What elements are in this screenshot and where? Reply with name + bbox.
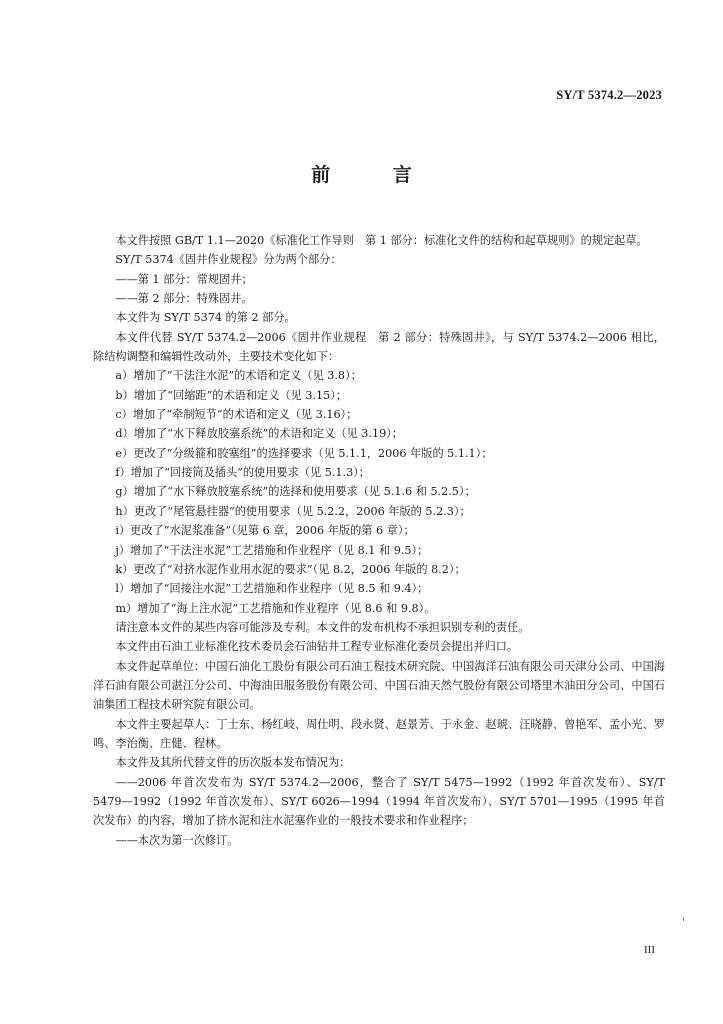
list-item: k）更改了“对挤水泥作业用水泥的要求”（见 8.2，2006 年版的 8.2）；	[115, 562, 466, 576]
paragraph: 本文件由石油工业标准化技术委员会石油钻井工程专业标准化委员会提出并归口。	[115, 640, 519, 654]
paragraph: 本文件按照 GB/T 1.1—2020《标准化工作导则 第 1 部分：标准化文件的结构和起草规则》的规定起草。	[115, 234, 648, 247]
paragraph: 本文件代替 SY/T 5374.2—2006《固井作业规程 第 2 部分：特殊固井》，与 SY/T 5374.2—2006 相比，除结构调整和编辑性改动外，主要技术变化如下：	[93, 330, 665, 364]
paragraph: 请注意本文件的某些内容可能涉及专利。本文件的发布机构不承担识别专利的责任。	[115, 620, 530, 634]
list-item: b）增加了“回缩距”的术语和定义（见 3.15）；	[115, 388, 348, 402]
list-item: g）增加了“水下释放胶塞系统”的选择和使用要求（见 5.1.6 和 5.2.5）；	[115, 485, 476, 499]
page-number: III	[644, 944, 655, 956]
page-title: 前 言	[311, 164, 440, 186]
paragraph: 本文件为 SY/T 5374 的第 2 部分。	[115, 311, 296, 325]
paragraph: ——2006 年首次发布为 SY/T 5374.2—2006，整合了 SY/T 5475—1992（1992 年首次发布）、SY/T 5479—1992（1992 年首次发布）、SY/T 6026—1994（1994 年首次发布）、SY/T 5701—1995（1995 年首次发布）的内容，增加了挤水泥和注水泥塞作业的一般技术要求和作业程序；	[93, 775, 665, 828]
list-item: e）更改了“分级箍和胶塞组”的选择要求（见 5.1.1，2006 年版的 5.1.1）；	[115, 446, 493, 460]
document-code: SY/T 5374.2—2023	[556, 88, 662, 102]
paragraph: ——第 1 部分：常规固井；	[115, 272, 253, 286]
paragraph: 本文件主要起草人：丁士东、杨红岐、周仕明、段永贤、赵景芳、于永金、赵琥、汪晓静、曾艳军、孟小光、罗鸣、李治衡、庄健、程林。	[93, 717, 665, 750]
paragraph: 本文件及其所代替文件的历次版本发布情况为：	[115, 756, 351, 770]
list-item: l）增加了“回接注水泥”工艺措施和作业程序（见 8.5 和 9.4）；	[115, 582, 429, 596]
list-item: m）增加了“海上注水泥”工艺措施和作业程序（见 8.6 和 9.8）。	[115, 601, 436, 615]
margin-mark	[683, 917, 684, 921]
list-item: f）增加了“回接筒及插头”的使用要求（见 5.1.3）；	[115, 466, 370, 480]
list-item: h）更改了“尾管悬挂器”的使用要求（见 5.2.2，2006 年版的 5.2.3）；	[115, 504, 471, 518]
paragraph: SY/T 5374《固井作业规程》分为两个部分：	[115, 253, 342, 267]
paragraph: ——本次为第一次修订。	[115, 833, 239, 847]
list-item: i）更改了“水泥浆准备”（见第 6 章，2006 年版的第 6 章）；	[115, 524, 415, 538]
paragraph: 本文件起草单位：中国石油化工股份有限公司石油工程技术研究院、中国海洋石油有限公司天津分公司、中国海洋石油有限公司湛江分公司、中海油田服务股份有限公司、中国石油天然气股份有限公司塔里木油田分公司、中国石油集团工程技术研究院有限公司。	[93, 659, 665, 712]
paragraph: ——第 2 部分：特殊固井。	[115, 292, 253, 306]
list-item: a）增加了“干法注水泥”的术语和定义（见 3.8）；	[115, 369, 362, 383]
list-item: j）增加了“干法注水泥”工艺措施和作业程序（见 8.1 和 9.5）；	[115, 543, 429, 557]
list-item: c）增加了“牵制短节”的术语和定义（见 3.16）；	[115, 408, 358, 422]
document-body	[93, 231, 665, 850]
list-item: d）增加了“水下释放胶塞系统”的术语和定义（见 3.19）；	[115, 427, 403, 441]
